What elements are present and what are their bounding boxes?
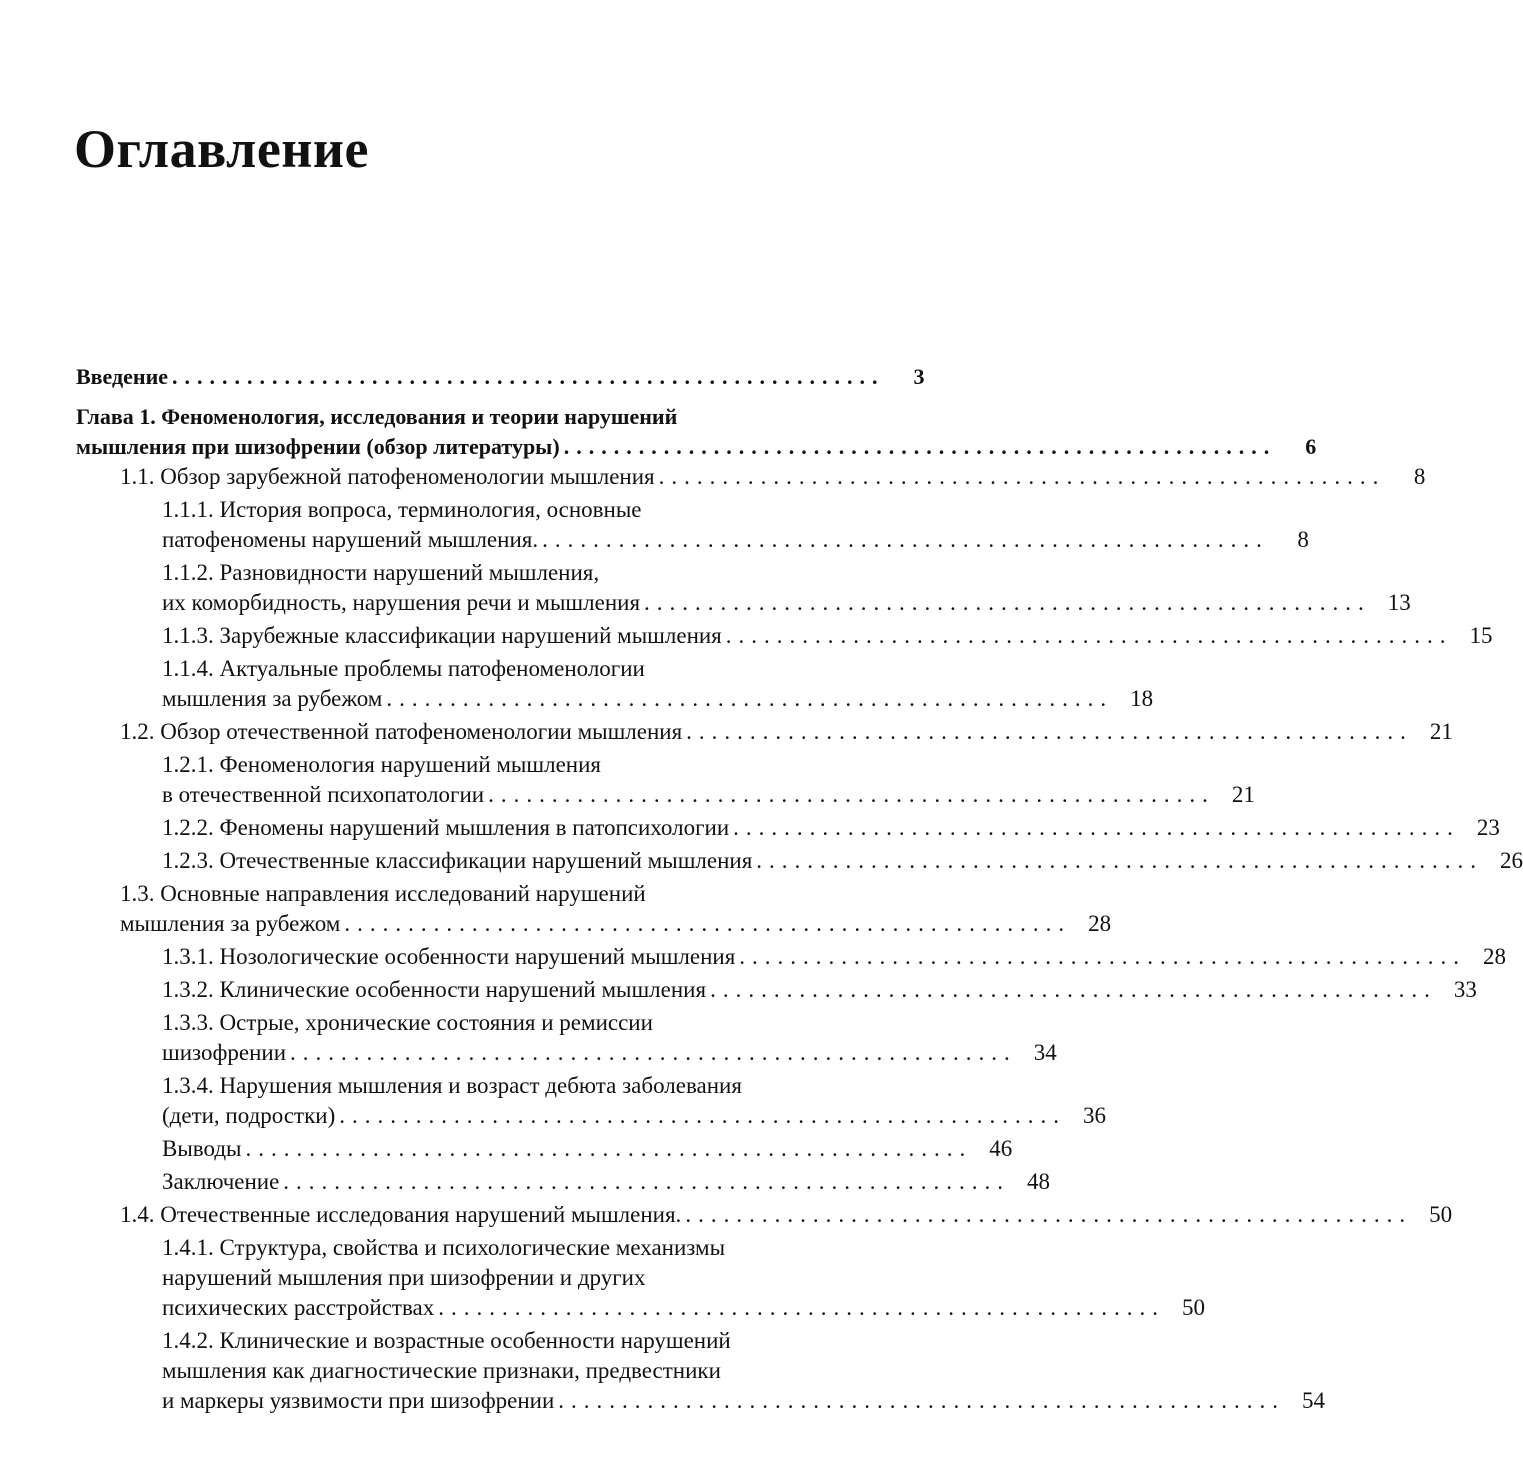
toc-entry-1-4-1[interactable]: [76, 1233, 1205, 1323]
toc-entry-text: мышления при шизофрении (обзор литературы): [76, 434, 560, 459]
dot-leader: .........................................................: [739, 944, 1467, 969]
toc-page-number: 23: [1476, 815, 1500, 840]
toc-page-number: 48: [1027, 1169, 1051, 1194]
toc-entry-1-1[interactable]: [76, 462, 1426, 492]
toc-page-number: 15: [1469, 623, 1493, 648]
toc-entry-text: 1.3.1. Нозологические особенности нарушений мышления: [162, 944, 736, 969]
toc-entry-text: мышления за рубежом: [162, 686, 383, 711]
toc-entry-text: и маркеры уязвимости при шизофрении: [162, 1388, 555, 1413]
dot-leader: .........................................................: [644, 590, 1371, 615]
toc-entry-text: в отечественной психопатологии: [162, 782, 485, 807]
page-title: Оглавление: [74, 119, 369, 179]
dot-leader: .........................................................: [725, 623, 1453, 648]
toc-entry-text: Введение: [76, 364, 169, 389]
dot-leader: .........................................................: [172, 364, 885, 389]
toc-entry-summary[interactable]: [76, 1167, 1051, 1197]
toc-entry-1-3-2[interactable]: [76, 975, 1477, 1005]
toc-page-number: 6: [1305, 434, 1317, 459]
toc-page-number: 28: [1088, 911, 1112, 936]
toc-entry-text: 1.3. Основные направления исследований нарушений: [120, 881, 646, 906]
toc-page-number: 8: [1413, 464, 1426, 489]
toc-entry-text: патофеномены нарушений мышления.: [162, 527, 539, 552]
toc-page-number: 8: [1297, 527, 1309, 552]
toc-entry-text: нарушений мышления при шизофрении и других: [162, 1265, 646, 1290]
toc-entry-1-1-3[interactable]: [76, 621, 1493, 651]
toc-entry-text: Выводы: [162, 1136, 242, 1161]
toc-entry-text: мышления за рубежом: [120, 911, 341, 936]
dot-leader: .........................................................: [386, 686, 1114, 711]
toc-entry-1-1-4[interactable]: [76, 654, 1154, 714]
dot-leader: .........................................................: [245, 1136, 973, 1161]
toc-page-number: 33: [1453, 977, 1477, 1002]
toc-entry-text: 1.3.2. Клинические особенности нарушений мышления: [162, 977, 707, 1002]
toc-page-number: 26: [1500, 848, 1523, 873]
toc-entry-text: 1.1. Обзор зарубежной патофеноменологии мышления: [120, 464, 655, 489]
toc-page-number: 54: [1302, 1388, 1326, 1413]
dot-leader: .........................................................: [733, 815, 1460, 840]
dot-leader: .........................................................: [563, 434, 1277, 459]
dot-leader: .........................................................: [339, 1103, 1067, 1128]
toc-page-number: 36: [1083, 1103, 1107, 1128]
toc-entry-text: психических расстройствах: [162, 1295, 435, 1320]
toc-entry-1-1-2[interactable]: [76, 558, 1411, 618]
toc-entry-1-2[interactable]: [76, 717, 1453, 747]
dot-leader: .........................................................: [438, 1295, 1165, 1320]
toc-entry-text: 1.2.3. Отечественные классификации нарушений мышления: [162, 848, 753, 873]
toc-entry-text: (дети, подростки): [162, 1103, 336, 1128]
toc-entry-text: 1.3.4. Нарушения мышления и возраст дебюта заболевания: [162, 1073, 742, 1098]
toc-entry-text: 1.4.2. Клинические и возрастные особенности нарушений: [162, 1328, 731, 1353]
toc-entry-text: 1.1.4. Актуальные проблемы патофеноменологии: [162, 656, 645, 681]
toc-entry-1-4[interactable]: [76, 1200, 1453, 1230]
toc-entry-text: 1.1.3. Зарубежные классификации нарушений мышления: [162, 623, 722, 648]
toc-page-number: 21: [1231, 782, 1255, 807]
dot-leader: .........................................................: [710, 977, 1437, 1002]
toc-entry-1-2-1[interactable]: [76, 750, 1255, 810]
toc-page-number: 3: [913, 364, 925, 389]
dot-leader: .........................................................: [344, 911, 1072, 936]
toc-entry-text: Заключение: [162, 1169, 280, 1194]
toc-entry-text: мышления как диагностические признаки, предвестники: [162, 1358, 721, 1383]
dot-leader: .........................................................: [542, 527, 1269, 552]
toc-page-number: 34: [1033, 1040, 1057, 1065]
toc-entry-conclusions[interactable]: [76, 1134, 1013, 1164]
toc-page-number: 28: [1483, 944, 1507, 969]
toc-entry-text: 1.2.2. Феномены нарушений мышления в патопсихологии: [162, 815, 730, 840]
toc-entry-introduction[interactable]: [76, 362, 925, 392]
toc-page-number: 18: [1130, 686, 1154, 711]
toc-entry-text: 1.3.3. Острые, хронические состояния и ремиссии: [162, 1010, 653, 1035]
toc-page-number: 50: [1181, 1295, 1205, 1320]
toc-page-number: 13: [1387, 590, 1411, 615]
table-of-contents: [76, 362, 1523, 1416]
toc-entry-1-1-1[interactable]: [76, 495, 1309, 555]
dot-leader: .........................................................: [488, 782, 1215, 807]
toc-entry-text: Глава 1. Феноменология, исследования и теории нарушений: [76, 404, 678, 429]
dot-leader: .........................................................: [686, 719, 1413, 744]
toc-page-number: 21: [1429, 719, 1453, 744]
toc-page-number: 50: [1429, 1202, 1453, 1227]
dot-leader: .........................................................: [290, 1040, 1017, 1065]
toc-entry-text: 1.2. Обзор отечественной патофеноменологии мышления: [120, 719, 683, 744]
dot-leader: .........................................................: [558, 1388, 1286, 1413]
toc-entry-text: их коморбидность, нарушения речи и мышления: [162, 590, 641, 615]
dot-leader: .........................................................: [283, 1169, 1011, 1194]
toc-entry-text: 1.1.1. История вопроса, терминология, основные: [162, 497, 642, 522]
toc-page-number: 46: [989, 1136, 1013, 1161]
dot-leader: .........................................................: [685, 1202, 1413, 1227]
toc-entry-1-2-2[interactable]: [76, 813, 1500, 843]
toc-entry-1-2-3[interactable]: [76, 846, 1523, 876]
toc-entry-text: 1.4. Отечественные исследования нарушений мышления.: [120, 1202, 682, 1227]
toc-entry-1-3-1[interactable]: [76, 942, 1507, 972]
dot-leader: .........................................................: [756, 848, 1484, 873]
toc-entry-1-3-4[interactable]: [76, 1071, 1107, 1131]
toc-entry-chapter-1[interactable]: [76, 402, 1317, 462]
toc-entry-text: шизофрении: [162, 1040, 287, 1065]
toc-entry-1-3-3[interactable]: [76, 1008, 1057, 1068]
toc-entry-text: 1.4.1. Структура, свойства и психологические механизмы: [162, 1235, 726, 1260]
dot-leader: .........................................................: [658, 464, 1386, 489]
toc-entry-1-3[interactable]: [76, 879, 1112, 939]
toc-entry-1-4-2[interactable]: [76, 1326, 1326, 1416]
toc-entry-text: 1.1.2. Разновидности нарушений мышления,: [162, 560, 600, 585]
toc-entry-text: 1.2.1. Феноменология нарушений мышления: [162, 752, 601, 777]
